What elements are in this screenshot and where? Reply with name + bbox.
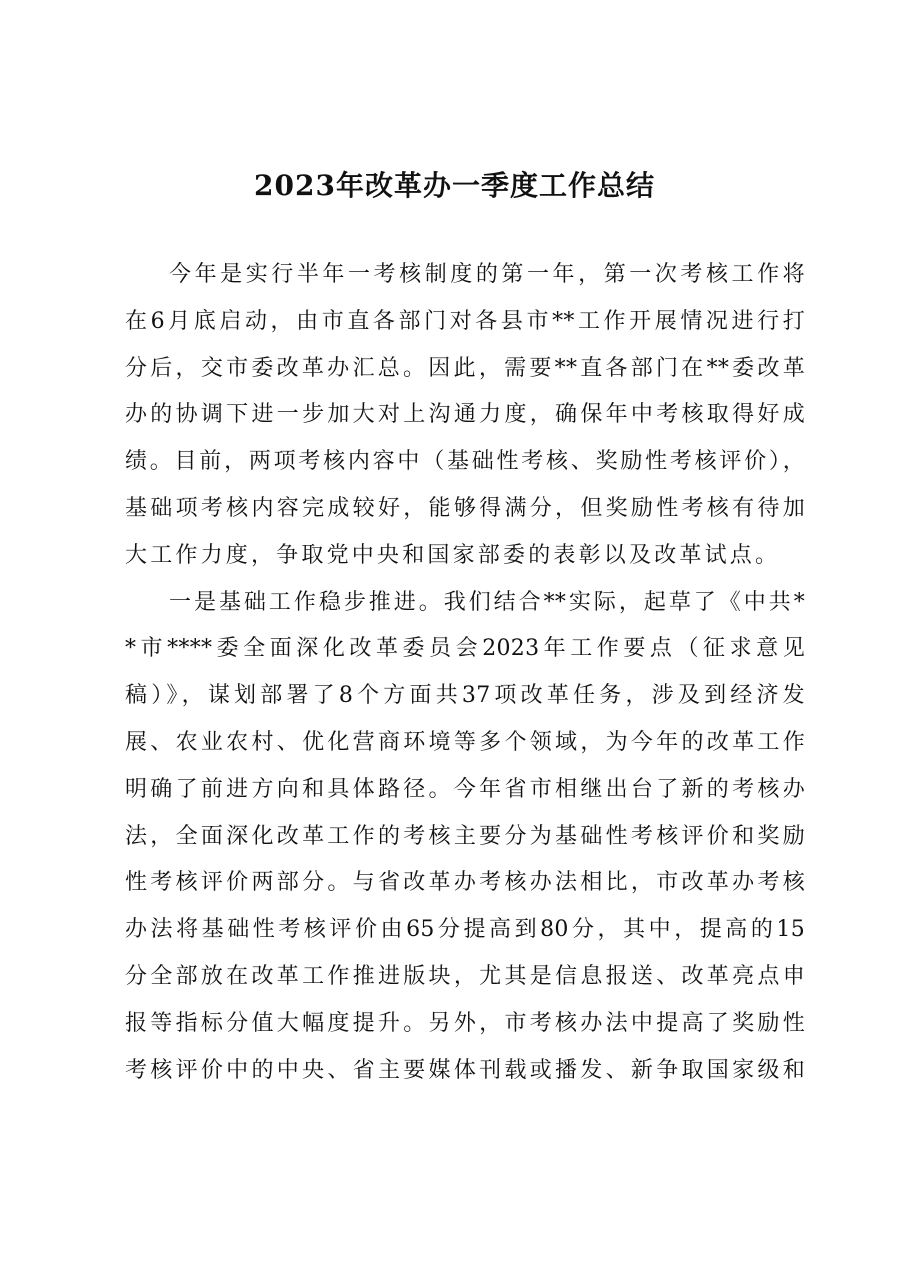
paragraph-1 [125, 252, 805, 580]
text-line: 报等指标分值大幅度提升。另外，市考核办法中提高了奖励性 [125, 1010, 805, 1036]
document-title: 2023年改革办一季度工作总结 [254, 169, 655, 202]
text-line: 绩。目前，两项考核内容中（基础性考核、奖励性考核评价）， [125, 449, 805, 475]
text-line: 今年是实行半年一考核制度的第一年，第一次考核工作将 [169, 262, 805, 287]
text-line: 在6月底启动，由市直各部门对各县市**工作开展情况进行打 [125, 308, 805, 334]
text-line: 分后，交市委改革办汇总。因此，需要**直各部门在**委改革 [125, 355, 805, 381]
text-line: 大工作力度，争取党中央和国家部委的表彰以及改革试点。 [125, 542, 781, 568]
text-line: 考核评价中的中央、省主要媒体刊载或播发、新争取国家级和 [125, 1057, 805, 1083]
text-line: 法，全面深化改革工作的考核主要分为基础性考核评价和奖励 [125, 823, 805, 849]
text-line: 基础项考核内容完成较好，能够得满分，但奖励性考核有待加 [125, 495, 805, 521]
text-line: 一是基础工作稳步推进。我们结合**实际，起草了《中共* [169, 589, 805, 615]
text-line: 办法将基础性考核评价由65分提高到80分，其中，提高的15 [125, 917, 805, 943]
text-line: 稿）》，谋划部署了8个方面共37项改革任务，涉及到经济发 [125, 683, 805, 709]
document-body [125, 252, 805, 1094]
text-line: 性考核评价两部分。与省改革办考核办法相比，市改革办考核 [125, 870, 805, 896]
text-line: *市****委全面深化改革委员会2023年工作要点（征求意见 [125, 636, 805, 662]
text-line: 展、农业农村、优化营商环境等多个领域，为今年的改革工作 [125, 729, 805, 755]
text-line: 分全部放在改革工作推进版块，尤其是信息报送、改革亮点申 [125, 963, 805, 989]
text-line: 明确了前进方向和具体路径。今年省市相继出台了新的考核办 [125, 776, 805, 802]
text-line: 办的协调下进一步加大对上沟通力度，确保年中考核取得好成 [125, 402, 805, 428]
paragraph-2 [125, 580, 805, 1095]
